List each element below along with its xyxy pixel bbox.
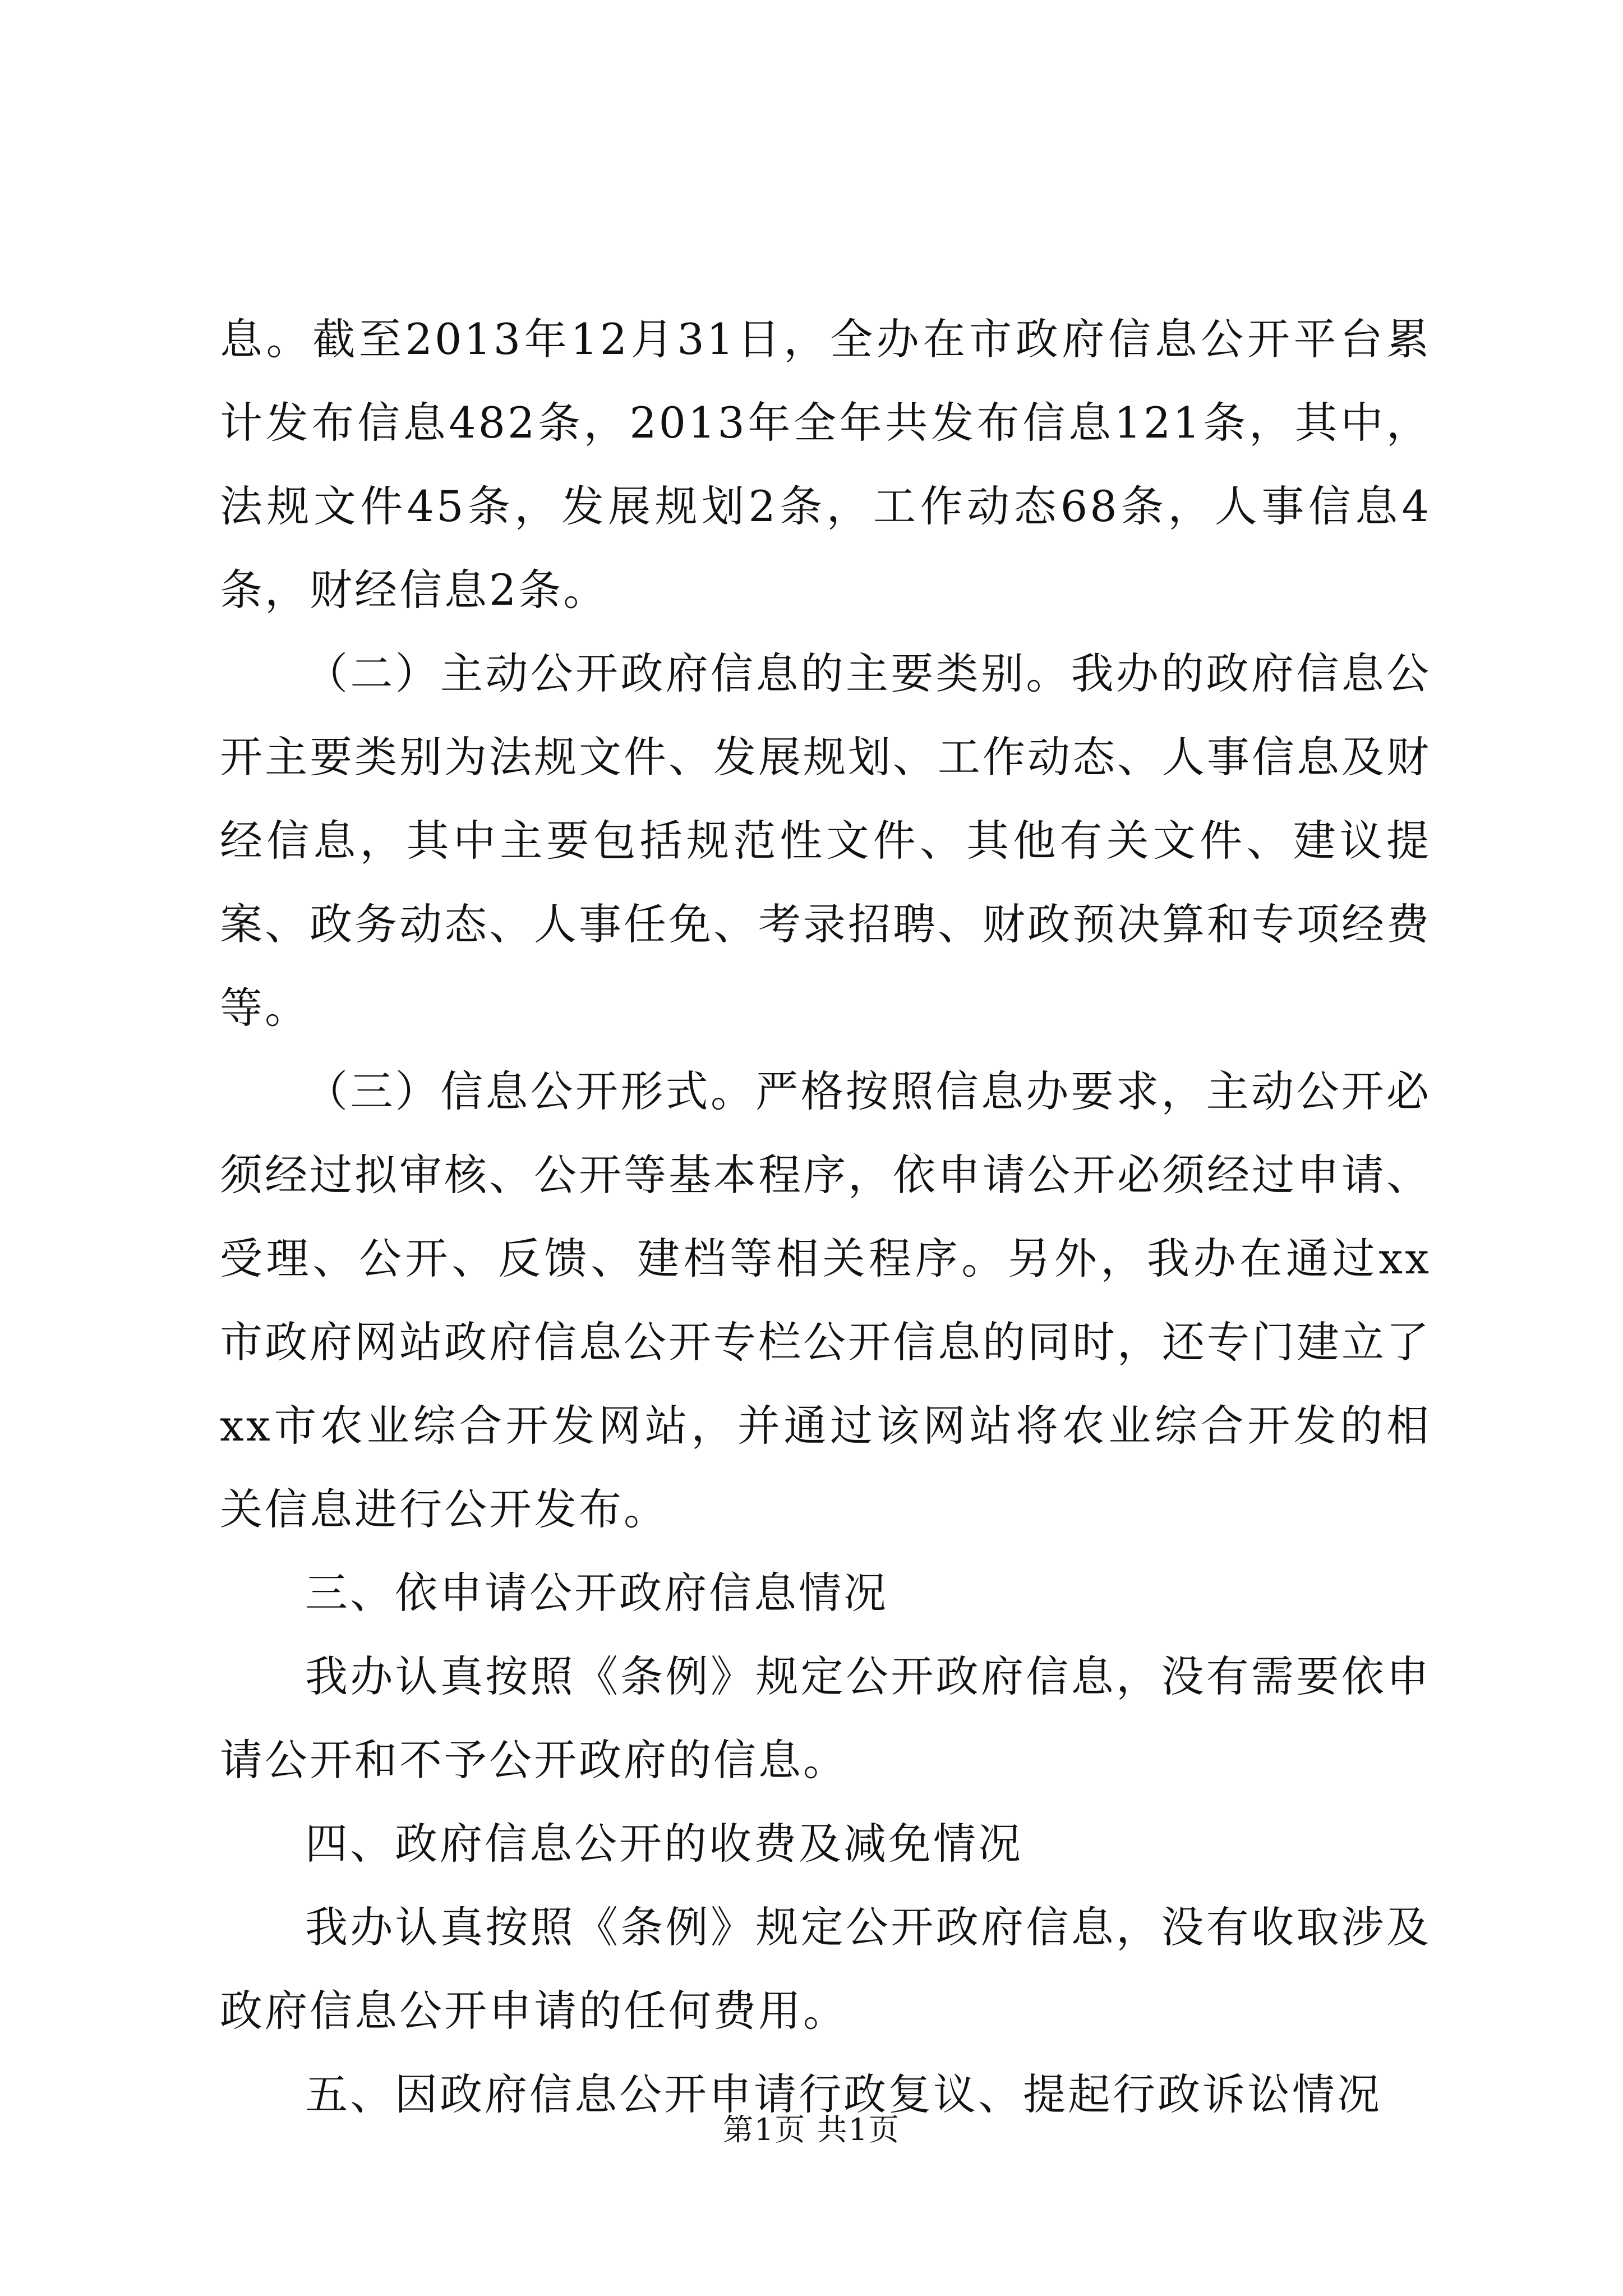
section-heading-application: 三、依申请公开政府信息情况 <box>305 1568 888 1618</box>
page-footer: 第1页 共1页 <box>723 2112 900 2147</box>
paragraph-fees: 我办认真按照《条例》规定公开政府信息，没有收取涉及政府信息公开申请的任何费用。 <box>220 1902 1431 2036</box>
section-heading-review: 五、因政府信息公开申请行政复议、提起行政诉讼情况 <box>305 2069 1382 2119</box>
section-heading-fees: 四、政府信息公开的收费及减免情况 <box>305 1819 1023 1869</box>
paragraph-application: 我办认真按照《条例》规定公开政府信息，没有需要依申请公开和不予公开政府的信息。 <box>220 1651 1431 1785</box>
paragraph-categories: （二）主动公开政府信息的主要类别。我办的政府信息公开主要类别为法规文件、发展规划、工作动态、人事信息及财经信息，其中主要包括规范性文件、其他有关文件、建议提案、政务动态、人事任免、考录招聘、财政预决算和专项经费等。 <box>220 648 1431 1033</box>
document-body <box>220 297 1431 2136</box>
paragraph-statistics: 息。截至2013年12月31日，全办在市政府信息公开平台累计发布信息482条，2013年全年共发布信息121条，其中，法规文件45条，发展规划2条，工作动态68条，人事信息4条，财经信息2条。 <box>220 314 1431 615</box>
paragraph-disclosure-forms: （三）信息公开形式。严格按照信息办要求，主动公开必须经过拟审核、公开等基本程序，依申请公开必须经过申请、受理、公开、反馈、建档等相关程序。另外，我办在通过xx市政府网站政府信息公开专栏公开信息的同时，还专门建立了xx市农业综合开发网站，并通过该网站将农业综合开发的相关信息进行公开发布。 <box>220 1066 1431 1534</box>
